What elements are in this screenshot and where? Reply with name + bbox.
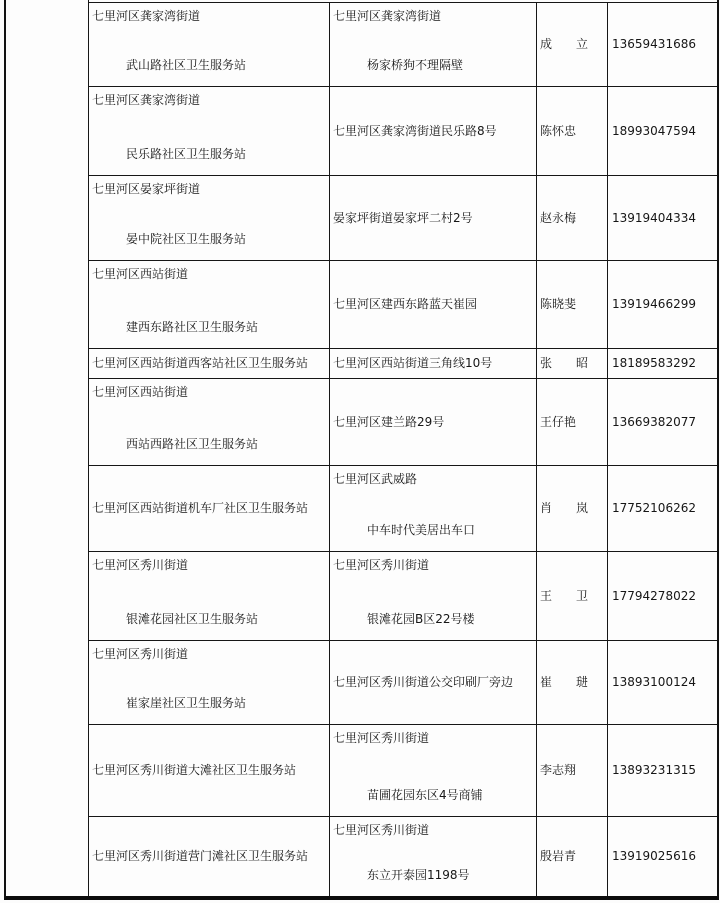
station-name-cell: 七里河区西站街道机车厂社区卫生服务站 bbox=[89, 466, 330, 552]
address-line1: 七里河区秀川街道 bbox=[333, 731, 430, 745]
address-line1: 七里河区秀川街道 bbox=[333, 558, 430, 572]
station-name-cell: 七里河区西站街道西客站社区卫生服务站 bbox=[89, 349, 330, 379]
contact-name-cell: 殷岩青 bbox=[537, 817, 608, 896]
contact-name-cell: 陈晓斐 bbox=[537, 261, 608, 349]
station-name-line1: 七里河区晏家坪街道 bbox=[92, 182, 201, 196]
phone-cell: 13919466299 bbox=[608, 261, 717, 349]
phone-cell: 13893231315 bbox=[608, 725, 717, 817]
contact-name-cell: 张 昭 bbox=[537, 349, 608, 379]
address-line2: 东立开泰园1198号 bbox=[367, 868, 470, 882]
station-name-cell: 七里河区秀川街道营门滩社区卫生服务站 bbox=[89, 817, 330, 896]
address-cell bbox=[330, 725, 537, 817]
address-line1: 七里河区龚家湾街道 bbox=[333, 9, 442, 23]
station-name-line1: 七里河区西站街道 bbox=[92, 385, 189, 399]
phone-cell: 17794278022 bbox=[608, 552, 717, 641]
address-line2: 杨家桥狗不理隔壁 bbox=[367, 58, 464, 72]
address-line1: 七里河区武威路 bbox=[333, 472, 418, 486]
address-line2: 中车时代美居出车口 bbox=[367, 523, 476, 537]
address-cell bbox=[330, 466, 537, 552]
phone-cell: 17752106262 bbox=[608, 466, 717, 552]
address-cell: 七里河区西站街道三角线10号 bbox=[330, 349, 537, 379]
station-name-cell bbox=[89, 176, 330, 261]
phone-cell: 13919404334 bbox=[608, 176, 717, 261]
address-line2: 银滩花园B区22号楼 bbox=[367, 612, 475, 626]
station-name-cell bbox=[89, 87, 330, 176]
station-name-cell bbox=[89, 641, 330, 725]
phone-cell: 13659431686 bbox=[608, 2, 717, 87]
phone-cell: 13893100124 bbox=[608, 641, 717, 725]
phone-cell: 18993047594 bbox=[608, 87, 717, 176]
phone-cell: 13669382077 bbox=[608, 379, 717, 466]
station-name-line2: 建西东路社区卫生服务站 bbox=[126, 320, 259, 334]
station-name-line2: 武山路社区卫生服务站 bbox=[126, 58, 247, 72]
station-name-cell: 七里河区秀川街道大滩社区卫生服务站 bbox=[89, 725, 330, 817]
phone-cell: 18189583292 bbox=[608, 349, 717, 379]
station-name-line2: 崔家崖社区卫生服务站 bbox=[126, 696, 247, 710]
station-name-cell bbox=[89, 261, 330, 349]
address-cell bbox=[330, 817, 537, 896]
address-cell: 七里河区龚家湾街道民乐路8号 bbox=[330, 87, 537, 176]
station-name-cell bbox=[89, 552, 330, 641]
address-cell: 七里河区秀川街道公交印刷厂旁边 bbox=[330, 641, 537, 725]
station-name-line2: 银滩花园社区卫生服务站 bbox=[126, 612, 259, 626]
blank-left-column bbox=[6, 0, 89, 896]
contact-name-cell: 李志翔 bbox=[537, 725, 608, 817]
station-name-cell bbox=[89, 379, 330, 466]
station-name-line1: 七里河区秀川街道 bbox=[92, 558, 189, 572]
address-cell: 七里河区建西东路蓝天崔园 bbox=[330, 261, 537, 349]
address-cell: 晏家坪街道晏家坪二村2号 bbox=[330, 176, 537, 261]
station-name-line1: 七里河区龚家湾街道 bbox=[92, 93, 201, 107]
health-station-table bbox=[4, 0, 719, 900]
contact-name-cell: 王 卫 bbox=[537, 552, 608, 641]
station-name-cell bbox=[89, 2, 330, 87]
station-name-line2: 西站西路社区卫生服务站 bbox=[126, 437, 259, 451]
contact-name-cell: 王仔艳 bbox=[537, 379, 608, 466]
address-cell bbox=[330, 2, 537, 87]
contact-name-cell: 崔 琎 bbox=[537, 641, 608, 725]
address-cell: 七里河区建兰路29号 bbox=[330, 379, 537, 466]
address-line2: 苗圃花园东区4号商铺 bbox=[367, 788, 483, 802]
phone-cell: 13919025616 bbox=[612, 849, 696, 863]
station-name-line1: 七里河区龚家湾街道 bbox=[92, 9, 201, 23]
address-cell bbox=[330, 552, 537, 641]
station-name-line1: 七里河区秀川街道 bbox=[92, 647, 189, 661]
contact-name-cell: 成 立 bbox=[537, 2, 608, 87]
contact-name-cell: 肖 岚 bbox=[537, 466, 608, 552]
station-name-line2: 民乐路社区卫生服务站 bbox=[126, 147, 247, 161]
station-name-line2: 晏中院社区卫生服务站 bbox=[126, 232, 247, 246]
contact-name-cell: 陈怀忠 bbox=[537, 87, 608, 176]
contact-name-cell: 赵永梅 bbox=[537, 176, 608, 261]
address-line1: 七里河区秀川街道 bbox=[333, 823, 430, 837]
station-name-line1: 七里河区西站街道 bbox=[92, 267, 189, 281]
